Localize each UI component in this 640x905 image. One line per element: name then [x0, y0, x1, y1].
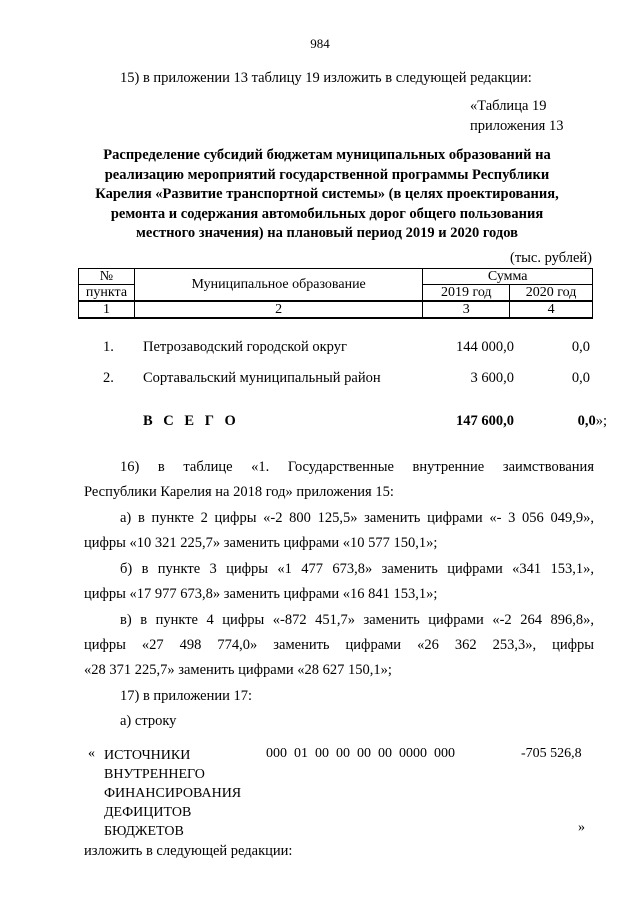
units-label: (тыс. рублей) — [510, 250, 592, 266]
source-name — [104, 746, 241, 841]
header-cell: № — [79, 269, 135, 285]
paragraph-line: а) строку — [120, 713, 177, 729]
table-header — [78, 268, 593, 319]
source-name-line: ФИНАНСИРОВАНИЯ — [104, 786, 242, 801]
header-cell: Муниципальное образование — [134, 269, 422, 302]
source-code: 000 01 00 00 00 00 0000 000 — [266, 746, 455, 761]
header-cell: 2020 год — [510, 285, 593, 302]
total-close-mark: »; — [595, 413, 607, 429]
paragraph-line: в) в пункте 4 цифры «-872 451,7» заменить цифрами «-2 264 896,8», — [120, 612, 594, 628]
row-name: Сортавальский муниципальный район — [143, 370, 381, 386]
table-row — [0, 339, 640, 359]
header-cell: 2019 год — [423, 285, 510, 302]
column-number: 4 — [510, 301, 593, 318]
source-value: -705 526,8 — [521, 746, 582, 761]
row-number: 1. — [103, 339, 114, 355]
column-number: 3 — [423, 301, 510, 318]
paragraph-line: цифры «17 977 673,8» заменить цифрами «16 841 153,1»; — [84, 586, 438, 602]
row-value-2020: 0,0 — [571, 370, 590, 386]
total-value-2019: 147 600,0 — [456, 413, 514, 429]
source-quote-open: « — [88, 746, 95, 761]
intro-paragraph: 15) в приложении 13 таблицу 19 изложить в следующей редакции: — [120, 70, 532, 86]
paragraph-line: а) в пункте 2 цифры «-2 800 125,5» заменить цифрами «- 3 056 049,9», — [120, 510, 594, 526]
column-number: 2 — [134, 301, 422, 318]
document-title: Распределение субсидий бюджетам муниципальных образований на реализацию мероприятий государственной программы Республики Карелия «Развитие транспортной системы» (в целях проектирования, ремонта и содержания автомобильных дорог общего пользования местного значения) на плановый период 2019 и 2020 годов — [95, 147, 559, 241]
total-value-2020-number: 0,0 — [577, 413, 596, 429]
page-number: 984 — [310, 36, 330, 51]
source-quote-close: » — [578, 820, 585, 835]
row-number: 2. — [103, 370, 114, 386]
table-row — [0, 370, 640, 390]
paragraph-line: б) в пункте 3 цифры «1 477 673,8» заменить цифрами «341 153,1», — [120, 561, 594, 577]
row-value-2020: 0,0 — [571, 339, 590, 355]
paragraph-line: Республики Карелия на 2018 год» приложения 15: — [84, 484, 394, 500]
header-cell: пункта — [79, 285, 135, 302]
total-label: В С Е Г О — [143, 413, 240, 429]
row-name: Петрозаводский городской округ — [143, 339, 347, 355]
table-reference — [470, 96, 563, 136]
paragraph-line: 16) в таблице «1. Государственные внутренние заимствования — [120, 459, 594, 475]
header-cell: Сумма — [423, 269, 593, 285]
column-number: 1 — [79, 301, 135, 318]
paragraph-line: «28 371 225,7» заменить цифрами «28 627 150,1»; — [84, 662, 392, 678]
total-value-2020 — [578, 413, 607, 430]
row-value-2019: 144 000,0 — [456, 339, 514, 355]
paragraph-line: изложить в следующей редакции: — [84, 843, 293, 859]
source-name-line: БЮДЖЕТОВ — [104, 824, 184, 839]
paragraph-line: 17) в приложении 17: — [120, 688, 253, 704]
source-name-line: ИСТОЧНИКИ — [104, 748, 191, 763]
row-value-2019: 3 600,0 — [470, 370, 514, 386]
source-name-line: ВНУТРЕННЕГО — [104, 767, 205, 782]
table-reference-line: «Таблица 19 — [470, 98, 547, 114]
source-name-line: ДЕФИЦИТОВ — [104, 805, 192, 820]
paragraph-line: цифры «27 498 774,0» заменить цифрами «26 362 253,3», цифры — [84, 637, 594, 653]
paragraph-line: цифры «10 321 225,7» заменить цифрами «10 577 150,1»; — [84, 535, 438, 551]
total-row — [0, 413, 640, 433]
table-reference-line: приложения 13 — [470, 118, 564, 134]
